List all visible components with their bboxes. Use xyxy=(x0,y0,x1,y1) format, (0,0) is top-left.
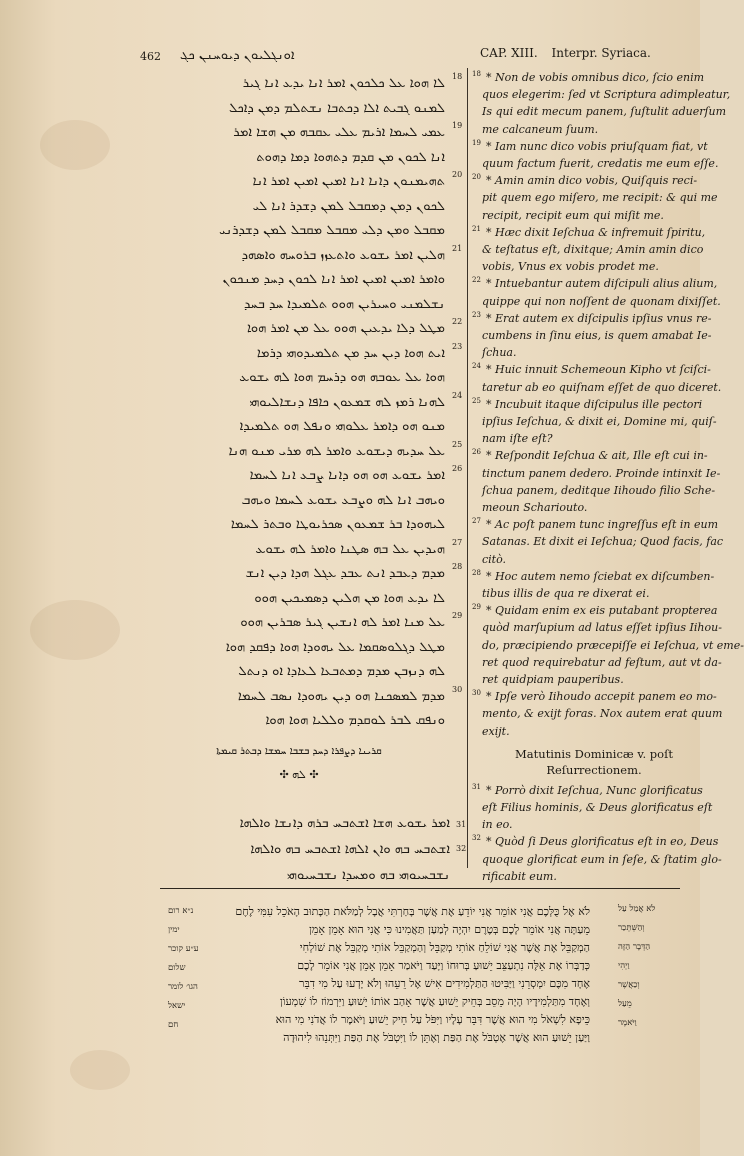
syriac-line: ܡܛܠ ܕܠܐ ܝܕܥܝܢ ܗܘܘ ܥܠ ܡܢ ܐܡܪ ܗܘܐ xyxy=(246,321,445,336)
latin-line: ipſius Ieſchua, & dixit ei, Domine mi, quiſ- xyxy=(482,415,717,428)
horizontal-rule xyxy=(160,888,680,889)
lectionary-heading: ܩܪܝܢܐ ܕܨܦܪܐ ܕܚܕ ܒܫܒܐ ܚܡܫܐ ܕܒܬܪ ܩܝܡܬܐ xyxy=(216,746,382,757)
interpretation-label: Interpr. Syriaca. xyxy=(551,46,651,60)
hebrew-right-note: הַדְּבָר הַזֶּה xyxy=(618,942,651,952)
hebrew-right-note: וַיֹּאמֶר xyxy=(618,1018,637,1028)
hebrew-right-note: וְהַשְּׁתְּכַר xyxy=(618,923,645,933)
syriac-line: ܘܢܦܩ ܠܒܪ ܠܘܩܕܡ ܘܠܠܝܐ ܗܘܐ ܗܘܐ xyxy=(265,713,445,728)
latin-line: tibus illis de qua re dixerat ei. xyxy=(482,587,650,600)
latin-line: do, præcipiendo præcepiſſe ei Ieſchua, vt eme- xyxy=(482,638,744,652)
syriac-line: ܬܗܝܡܢܘܢ ܕܐܢܐ ܐܢܐ ܐܡܝܢ ܐܡܝܢ ܐܡܪ ܐܢܐ xyxy=(252,174,445,189)
hebrew-right-note: וְכַאֲשֶׁר xyxy=(618,980,640,990)
latin-line: vobis, Vnus ex vobis prodet me. xyxy=(482,260,659,274)
verse-number: 18 xyxy=(452,72,463,81)
latin-verse-number: 29 xyxy=(472,603,481,612)
latin-line: quos elegerim: ſed vt Scriptura adimpleatur, xyxy=(482,88,731,102)
hebrew-line: וְאֶחָד מִתַּלְמִידָיו הָיָה מֵסֵב בְּחֵיק יֵשׁוּעַ אֲשֶׁר אָהַב אוֹתוֹ יֵשׁוּעַ וַיִּרְמוֹז לוֹ שִׁמְעוֹן xyxy=(279,995,590,1008)
latin-line: * Reſpondit Ieſchua & ait, Ille eſt cui in- xyxy=(486,449,708,463)
header-left xyxy=(140,48,450,68)
syriac-line: ܡܕܡ ܠܡܣܟܢܐ ܗܘ ܕܝܢ ܝܗܘܕܐ ܢܣܒ ܠܚܡܐ xyxy=(237,688,445,704)
latin-line: meoun Schariouto. xyxy=(482,501,588,514)
latin-line: Is qui edit mecum panem, ſuſtulit aduerſum xyxy=(482,105,727,119)
header-right xyxy=(480,46,700,66)
syriac-line: ܠܗ ܕܢܙܒܢ ܡܕܡ ܕܡܬܒܥܐ ܠܥܐܕܐ ܐܘ ܕܢܬܠ xyxy=(238,664,445,679)
verse-number: 19 xyxy=(452,121,463,130)
syriac-line: ܠܐ ܗܘܐ ܥܠ ܟܠܟܘܢ ܐܡܪ ܐܢܐ ܝܕܥ ܐܢܐ ܓܝܪ xyxy=(242,76,445,91)
verse-number: 30 xyxy=(452,684,463,694)
latin-verse-number: 24 xyxy=(472,362,481,371)
verse-number: 22 xyxy=(452,317,463,326)
latin-line: me calcaneum ſuum. xyxy=(482,122,599,136)
syriac-line: ܥܠ ܡܢܐ ܐܡܪ ܠܗ ܐܢܫܝܢ ܓܝܪ ܣܒܪܝܢ ܗܘܘ xyxy=(240,615,445,630)
syriac-line: ܘܝܗܒ ܐܢܐ ܠܗ ܘܨܒܥ ܝܫܘܥ ܠܚܡܐ ܘܝܗܒ xyxy=(241,492,445,508)
latin-subheading: Matutinis Dominicæ v. poſt xyxy=(515,746,673,761)
latin-line: * Quòd ſi Deus glorificatus eſt in eo, Deus xyxy=(486,835,719,849)
latin-line: quippe qui non noſſent de quonam dixiſſet. xyxy=(482,294,721,308)
latin-line: * Ac poſt panem tunc ingreſſus eſt in eum xyxy=(486,518,719,532)
verse-number: 25 xyxy=(452,439,463,449)
syriac-line: ܗܘܐ ܥܠ ܥܘܒܗ ܗܘ ܕܪܚܡ ܗܘܐ ܠܗ ܝܫܘܥ xyxy=(239,370,445,385)
latin-line: * Hoc autem nemo ſciebat ex diſcumben- xyxy=(486,569,715,583)
syriac-line: ܠܟܘܢ ܕܡܢ ܕܡܩܒܠ ܠܡܢ ܕܫܕܪ ܐܢܐ ܠܝ xyxy=(252,198,445,214)
paper-stain xyxy=(40,120,110,170)
hebrew-left-note: חם xyxy=(168,1020,179,1030)
hebrew-line: מֵעַתָּה אֲנִי אוֹמֵר לָכֶם בְּטֶרֶם יִהְיֶה לְמַעַן תַּאֲמִינוּ כִּי אֲנִי הוּא אָמֵן אָמֵן xyxy=(309,923,590,936)
syriac-line: ܘܐܡܪ ܐܡܝܢ ܐܡܝܢ ܐܡܪ ܐܢܐ ܠܟܘܢ ܕܚܕ ܡܢܟܘܢ xyxy=(222,272,445,287)
syriac-line: ܠܡܢܘ ܓܒܝܬ ܐܠܐ ܕܟܬܒܐ ܢܫܬܠܡ ܕܡܢ ܕܐܟܠ xyxy=(228,100,445,116)
syriac-line: ܥܡܝ ܠܚܡܐ ܐܪܝܡ ܥܠܝ ܥܩܒܗ ܡܢ ܗܫܐ ܐܡܪ xyxy=(233,125,445,140)
latin-line: * Non de vobis omnibus dico, ſcio enim xyxy=(486,71,705,84)
latin-line: & teſtatus eſt, dixitque; Amin amin dico xyxy=(482,243,704,256)
syriac-line: ܡܛܠ ܕܓܠܘܣܩܡܐ ܥܠ ܝܗܘܕܐ ܗܘܐ ܕܦܩܕ ܗܘܐ xyxy=(225,639,445,655)
verse-number: 28 xyxy=(452,562,463,571)
latin-verse-number: 26 xyxy=(472,448,481,457)
hebrew-left-note: ע״ע קוכר xyxy=(168,944,199,954)
latin-line: ſchua panem, deditque Iihoudo filio Sche- xyxy=(482,483,716,497)
hebrew-line: כְּדַבְּרוֹ אֶת אֵלֶּה נִתְעַצֵּב יֵשׁוּעַ בְּרוּחוֹ וַיָּעַד וַיֹּאמַר אָמֵן אָמֵן אֲנִי אוֹמֵר לָכֶם xyxy=(297,959,590,972)
latin-line: quòd marſupium ad latus eſſet ipſius Iihou- xyxy=(482,621,722,635)
latin-line: * Erat autem ex diſcipulis ipſius vnus re- xyxy=(486,311,712,325)
paper-stain xyxy=(70,1050,130,1090)
syriac-line: ܢܫܠܡܢܝ ܘܚܝܪܝܢ ܗܘܘ ܬܠܡܝܕܐ ܚܕ ܒܚܕ xyxy=(244,296,445,312)
latin-line: recipit, recipit eum qui miſit me. xyxy=(482,208,664,222)
syriac-line: ܡܩܒܠ ܘܡܢ ܕܠܝ ܡܩܒܠ ܡܩܒܠ ܠܡܢ ܕܫܕܪܢܝ xyxy=(219,223,445,238)
verse-number: 29 xyxy=(452,611,463,620)
syriac-closing-line: ܐܡܪ ܝܫܘܥ ܗܫܐ ܐܫܬܒܚ ܒܪܗ ܕܐܢܫܐ ܘܐܠܗܐ xyxy=(239,816,450,831)
syriac-closing-line: ܢܫܒܚܝܘܗܝ ܒܗ ܘܡܚܕܐ ܢܫܒܚܝܘܗܝ xyxy=(286,868,450,883)
verse-number: 26 xyxy=(452,464,463,473)
latin-line: taretur ab eo quiſnam eſſet de quo diceret. xyxy=(482,380,722,394)
latin-verse-number: 27 xyxy=(472,517,481,526)
latin-line: cumbens in ſinu eius, is quem amabat Ie- xyxy=(482,329,712,342)
latin-column xyxy=(472,70,744,890)
latin-line: exijt. xyxy=(482,724,510,738)
latin-line: quum factum fuerit, credatis me eum eſſe. xyxy=(482,157,719,170)
verse-number: 24 xyxy=(452,390,463,400)
hebrew-block xyxy=(160,895,680,1055)
latin-verse-number: 20 xyxy=(472,173,481,182)
latin-line: rificabit eum. xyxy=(482,869,557,883)
latin-verse-number: 23 xyxy=(472,310,481,319)
syriac-line: ܗܠܝܢ ܐܡܪ ܝܫܘܥ ܘܐܬܥܙܙ ܒܪܘܚܗ ܘܐܣܗܕ xyxy=(241,247,445,263)
syriac-running-head: ܐܘܢܓܠܝܘܢ ܕܝܘܚܢܢ ܟܓ xyxy=(180,48,295,63)
chapter-label: CAP. XIII. xyxy=(480,46,538,60)
latin-verse-number: 21 xyxy=(472,224,481,233)
hebrew-left-note: נ״א רום xyxy=(168,906,194,916)
latin-line: pit quem ego miſero, me recipit: & qui me xyxy=(482,191,718,205)
latin-verse-number: 19 xyxy=(472,138,481,147)
latin-line: * Intuebantur autem diſcipuli alius alium, xyxy=(486,277,718,291)
latin-line: ret quod requirebatur ad feſtum, aut vt da- xyxy=(482,655,722,669)
latin-line: * Iam nunc dico vobis priuſquam fiat, vt xyxy=(486,139,708,153)
hebrew-line: כֵּיפָא לִשְׁאֹל מִי הוּא אֲשֶׁר דִּבֵּר עָלָיו וַיִּפֹּל עַל חֵיק יֵשׁוּעַ וַיֹּאמֶר לוֹ אֲדֹנִי מִי הוּא xyxy=(275,1013,590,1026)
syriac-closing-line: ܐܫܬܒܚ ܒܗ ܘܐܢ ܐܠܗܐ ܐܫܬܒܚ ܒܗ ܘܐܠܗܐ xyxy=(250,842,450,857)
latin-verse-number: 30 xyxy=(472,689,481,698)
syriac-line: ܥܠ ܚܕܝܗ ܕܝܫܘܥ ܘܐܡܪ ܠܗ ܡܪܝ ܡܢܘ ܗܢܐ xyxy=(228,443,445,459)
latin-subheading: Reſurrectionem. xyxy=(546,762,642,777)
syriac-line: ܡܕܡ ܕܥܒܕ ܐܢܬ ܥܒܕ ܥܓܠ ܗܕܐ ܕܝܢ ܐܢܫ xyxy=(245,566,445,581)
hebrew-right-note: וַיְהִי xyxy=(618,961,630,971)
verse-number: 20 xyxy=(452,170,463,179)
verse-number: 27 xyxy=(452,537,463,547)
hebrew-line: וַיַּעַן יֵשׁוּעַ הוּא אֲשֶׁר אֶטְבֹּל אֶת הַפַּת וְאֶתֵּן לוֹ וַיִּטְבֹּל אֶת הַפַּת וַיִּתְּנֵהוּ לִיהוּדָה xyxy=(283,1031,590,1044)
verse-number: 21 xyxy=(452,243,463,253)
syriac-line: ܐܢܐ ܠܟܘܢ ܡܢ ܩܕܡ ܕܬܗܘܐ ܕܡܐ ܕܗܘܬ xyxy=(256,149,445,165)
latin-verse-number: 25 xyxy=(472,396,481,405)
syriac-line: ܐܡܪ ܝܫܘܥ ܗܘ ܗܘ ܕܐܢܐ ܨܒܥ ܐܢܐ ܠܚܡܐ xyxy=(249,468,445,483)
syriac-line: ܡܢܘ ܗܘ ܕܐܡܪ ܥܠܘܗܝ ܘܢܦܠ ܗܘ ܬܠܡܝܕܐ xyxy=(239,419,445,434)
column-divider xyxy=(467,68,468,868)
hebrew-left-note: ישאל xyxy=(168,1001,186,1011)
latin-line: * Incubuit itaque diſcipulus ille pectori xyxy=(486,397,703,411)
latin-line: citò. xyxy=(482,552,507,566)
latin-line: ſchua. xyxy=(482,346,517,360)
latin-line: tinctum panem dedero. Proinde intinxit Ie- xyxy=(482,466,721,480)
paper-stain xyxy=(30,600,120,660)
latin-line: * Huic innuit Schemeoun Kipho vt ſciſci- xyxy=(486,363,711,377)
latin-line: * Quidam enim ex eis putabant propterea xyxy=(486,604,718,618)
verse-number: 31 xyxy=(456,820,467,829)
verse-number: 32 xyxy=(456,844,467,853)
hebrew-left-note: הגו׳ לומר xyxy=(168,982,198,992)
hebrew-right-note: מֵעַל xyxy=(618,999,632,1009)
latin-line: nam iſte eſt? xyxy=(482,432,553,446)
latin-line: Satanas. Et dixit ei Ieſchua; Quod facis, fac xyxy=(482,535,724,549)
latin-line: ret quidpiam pauperibus. xyxy=(482,673,624,686)
page-number: 462 xyxy=(140,50,161,63)
syriac-line: ܠܐ ܝܕܥ ܗܘܐ ܡܢ ܗܠܝܢ ܕܣܡܝܟܝܢ ܗܘܘ xyxy=(254,590,445,606)
syriac-line: ܗܝܕܝܢ ܥܠ ܒܗ ܣܛܢܐ ܘܐܡܪ ܠܗ ܝܫܘܥ xyxy=(255,541,445,557)
latin-verse-number: 32 xyxy=(472,834,481,843)
syriac-line: ܠܝܗܘܕܐ ܒܪ ܫܡܥܘܢ ܣܟܪܝܘܛܐ ܘܒܬܪ ܠܚܡܐ xyxy=(230,517,445,532)
hebrew-right-note: לֹא אֲמַל עַל xyxy=(618,904,656,914)
hebrew-line: לֹא אֶל כֻּלְּכֶם אֲנִי אוֹמֵר אֲנִי יוֹדֵעַ אֶת אֲשֶׁר בָּחַרְתִּי אֲבָל לְמַלֹּאת הַכָּתוּב הָאֹכֵל עִמִּי לֶחֶם xyxy=(235,905,590,918)
latin-line: in eo. xyxy=(482,818,513,832)
syriac-line: ܐܝܬ ܗܘܐ ܕܝܢ ܚܕ ܡܢ ܬܠܡܝܕܘܗܝ ܕܪܡܐ xyxy=(256,345,445,361)
latin-line: eſt Filius hominis, & Deus glorificatus eſt xyxy=(482,801,713,814)
syriac-line: ܠܗܢܐ ܪܡܙ ܠܗ ܫܡܥܘܢ ܟܐܦܐ ܕܢܫܐܠܝܘܗܝ xyxy=(249,394,445,410)
latin-line: * Amin amin dico vobis, Quiſquis reci- xyxy=(486,174,698,188)
latin-verse-number: 31 xyxy=(472,782,481,791)
hebrew-left-note: ימין xyxy=(168,925,180,935)
hebrew-left-note: שלום xyxy=(168,963,186,973)
lectionary-subheading: ✣ ܠܗ ✣ xyxy=(279,768,319,781)
latin-verse-number: 18 xyxy=(472,70,481,78)
latin-line: * Hæc dixit Ieſchua & infremuit ſpiritu, xyxy=(486,225,706,239)
latin-verse-number: 28 xyxy=(472,568,481,577)
latin-verse-number: 22 xyxy=(472,276,481,285)
latin-line: * Ipſe verò Iihoudo accepit panem eo mo- xyxy=(486,690,717,704)
latin-line: * Porrò dixit Ieſchua, Nunc glorificatus xyxy=(486,783,703,797)
latin-line: mento, & exijt foras. Nox autem erat quum xyxy=(482,707,723,721)
verse-number: 23 xyxy=(452,341,463,351)
hebrew-line: הַמְקַבֵּל אֶת אֲשֶׁר אֲנִי שׁוֹלֵחַ אוֹתִי מְקַבֵּל וְהַמְקַבֵּל אוֹתִי מְקַבֵּל אֶת שׁוֹלְחִי xyxy=(299,941,590,954)
syriac-column xyxy=(140,72,458,862)
latin-line: quoque glorificat eum in ſeſe, & ſtatim glo- xyxy=(482,852,722,866)
hebrew-line: אֶחָד מִכֶּם יִמְסְרֵנִי וַיַּבִּיטוּ הַתַּלְמִידִים אִישׁ אֶל רֵעֵהוּ וְלֹא יָדְעוּ עַל מִי דִבֵּר xyxy=(299,977,590,990)
